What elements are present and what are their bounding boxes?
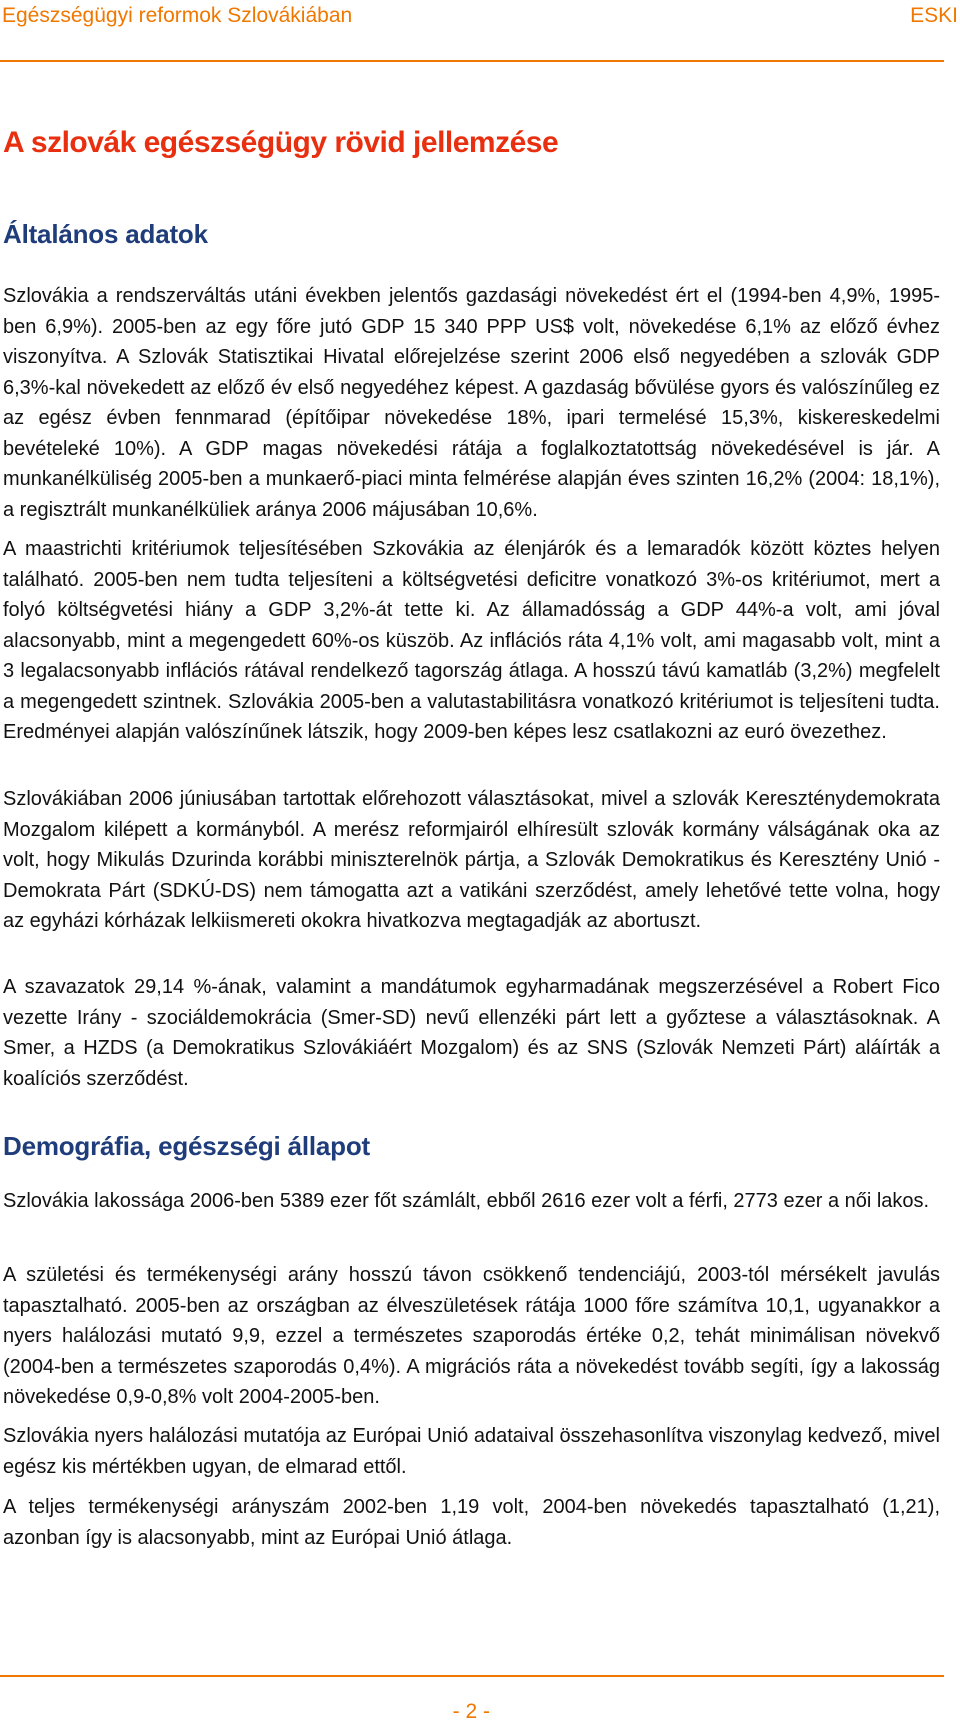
paragraph-birth-rate: A születési és termékenységi arány hosszú távon csökkenő tendenciájú, 2003-tól mérsékelt javulás tapasztalható. 2005-ben az országban az élveszületések rátája 1000 főre számítva 10,1, ugyanakkor a nyers halálozási mutató 9,9, ezzel a természetes szaporodás értéke 0,2, tehát minimálisan növekvő (2004-ben a természetes szaporodás 0,4%). A migrációs ráta a növekedést tovább segíti, így a lakosság növekedése 0,9-0,8% volt 2004-2005-ben. <box>3 1264 940 1408</box>
page-number: - 2 - <box>452 1700 490 1723</box>
paragraph-population: Szlovákia lakossága 2006-ben 5389 ezer főt számlált, ebből 2616 ezer volt a férfi, 2773 ezer a női lakos. <box>3 1190 930 1212</box>
page-header <box>0 0 960 34</box>
section-title-demography: Demográfia, egészségi állapot <box>3 1131 370 1161</box>
paragraph-coalition: A szavazatok 29,14 %-ának, valamint a mandátumok egyharmadának megszerzésével a Robert Fico vezette Irány - szociáldemokrácia (Smer-SD) nevű ellenzéki párt lett a győztese a választásoknak. A Smer, a HZDS (a Demokratikus Szlovákiáért Mozgalom) és az SNS (Szlovák Nemzeti Párt) aláírták a koalíciós szerződést. <box>3 976 940 1090</box>
footer-divider <box>0 1675 944 1677</box>
page-title: A szlovák egészségügy rövid jellemzése <box>3 126 559 159</box>
document-title: Egészségügyi reformok Szlovákiában <box>2 4 353 27</box>
paragraph-fertility: A teljes termékenységi arányszám 2002-ben 1,19 volt, 2004-ben növekedés tapasztalható (1,21), azonban így is alacsonyabb, mint az Európai Unió átlaga. <box>3 1496 940 1549</box>
paragraph-elections: Szlovákiában 2006 júniusában tartottak előrehozott választásokat, mivel a szlovák Kereszténydemokrata Mozgalom kilépett a kormányból. A merész reformjairól elhíresült szlovák kormány válságának oka az volt, hogy Mikulás Dzurinda korábbi miniszterelnök pártja, a Szlovák Demokratikus és Keresztény Unió - Demokrata Párt (SDKÚ-DS) nem támogatta azt a vatikáni szerződést, amely lehetővé tette volna, hogy az egyházi kórházak lelkiismereti okokra hivatkozva megtagadják az abortuszt. <box>3 788 940 932</box>
section-title-general: Általános adatok <box>3 219 208 249</box>
paragraph-mortality: Szlovákia nyers halálozási mutatója az Európai Unió adataival összehasonlítva viszonylag kedvező, mivel egész kis mértékben ugyan, de elmarad ettől. <box>3 1425 940 1478</box>
header-divider <box>0 60 944 62</box>
paragraph-economy: Szlovákia a rendszerváltás utáni években jelentős gazdasági növekedést ért el (1994-ben 4,9%, 1995-ben 6,9%). 2005-ben az egy főre jutó GDP 15 340 PPP US$ volt, növekedése 6,1% az előző évhez viszonyítva. A Szlovák Statisztikai Hivatal előrejelzése szerint 2006 első negyedében a szlovák GDP 6,3%-kal növekedett az előző év első negyedéhez képest. A gazdaság bővülése gyors és valószínűleg ez az egész évben fennmarad (építőipar növekedése 18%, ipari termelésé 15,3%, kiskereskedelmi bevételeké 10%). A GDP magas növekedési rátája a foglalkoztatottság növekedésével is jár. A munkanélküliség 2005-ben a munkaerő-piaci minta felmérése alapján éves szinten 16,2% (2004: 18,1%), a regisztrált munkanélküliek aránya 2006 májusában 10,6%. <box>3 285 940 521</box>
organization-name: ESKI <box>910 4 958 27</box>
paragraph-maastricht: A maastrichti kritériumok teljesítésében Szkovákia az élenjárók és a lemaradók között köztes helyen található. 2005-ben nem tudta teljesíteni a költségvetési deficitre vonatkozó 3%-os kritériumot, mert a folyó költségvetési hiány a GDP 3,2%-át tette ki. Az államadósság a GDP 44%-a volt, ami jóval alacsonyabb, mint a megengedett 60%-os küszöb. Az inflációs ráta 4,1% volt, ami magasabb volt, mint a 3 legalacsonyabb inflációs rátával rendelkező tagország átlaga. A hosszú távú kamatláb (3,2%) megfelelt a megengedett szintnek. Szlovákia 2005-ben a valutastabilitásra vonatkozó kritériumot is teljesíteni tudta. Eredményei alapján valószínűnek látszik, hogy 2009-ben képes lesz csatlakozni az euró övezethez. <box>3 538 940 743</box>
